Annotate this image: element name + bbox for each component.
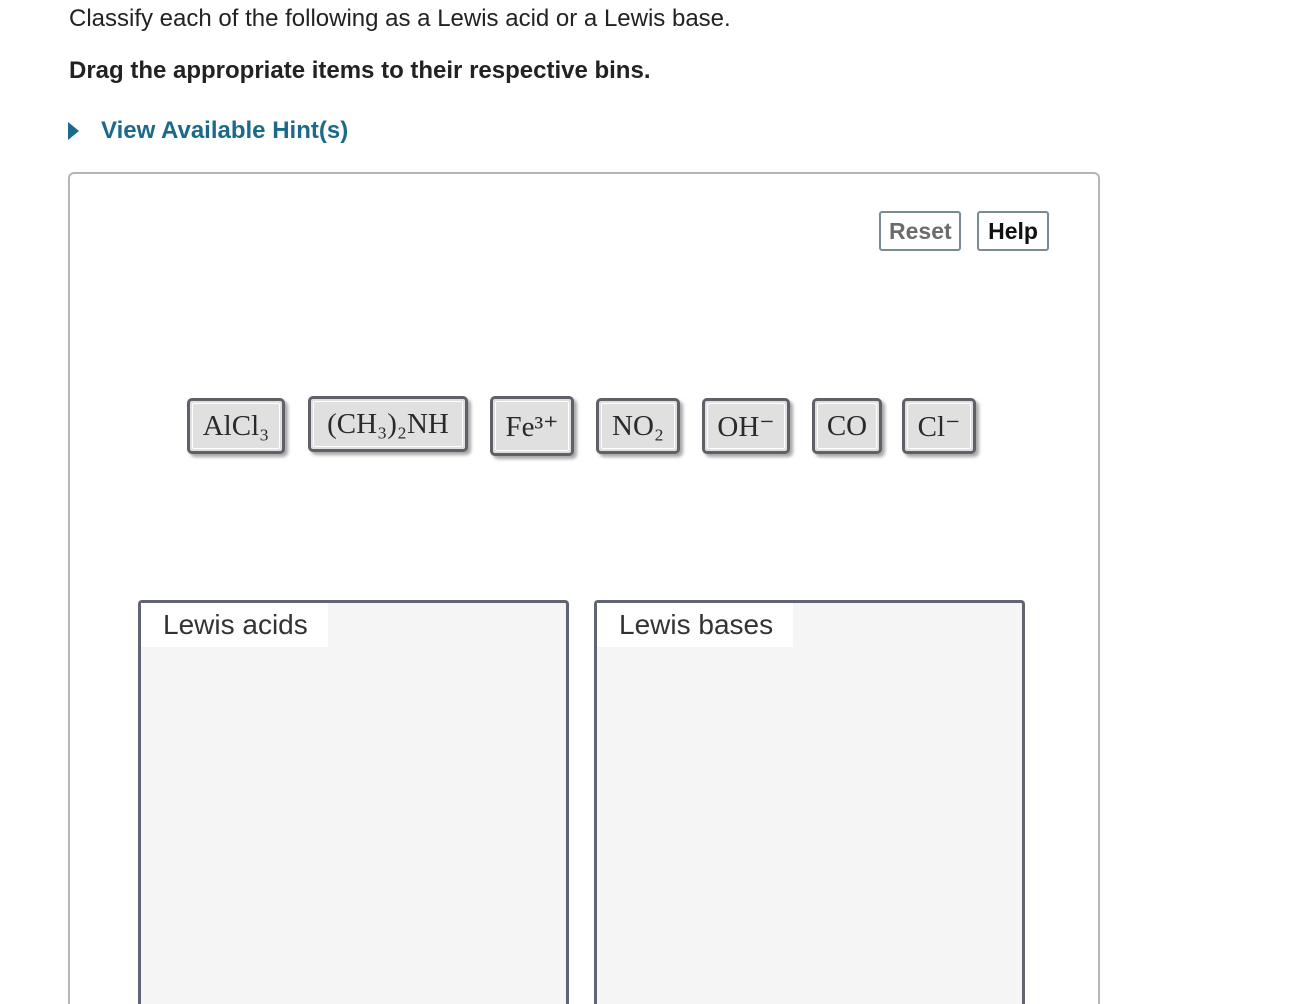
bin-lewis-bases[interactable] — [594, 600, 1025, 1004]
draggable-token-cl-minus[interactable] — [902, 398, 976, 454]
reset-button[interactable]: Reset — [879, 211, 961, 251]
draggable-token-alcl3[interactable] — [187, 398, 285, 454]
bin-label-lewis-acids: Lewis acids — [141, 603, 328, 647]
view-hints-link[interactable] — [68, 116, 348, 146]
token-label: (CH₃)₂NH — [327, 407, 449, 440]
caret-right-icon[interactable] — [68, 122, 79, 140]
draggable-token-oh-minus[interactable] — [702, 398, 790, 454]
token-label: CO — [826, 409, 868, 442]
bin-lewis-acids[interactable] — [138, 600, 569, 1004]
question-instructions: Classify each of the following as a Lewis acid or a Lewis base. — [69, 5, 731, 32]
bin-label-lewis-bases: Lewis bases — [597, 603, 793, 647]
view-hints-label[interactable]: View Available Hint(s) — [101, 117, 349, 144]
drag-drop-workspace — [68, 172, 1100, 1004]
token-label: OH⁻ — [717, 410, 775, 443]
token-label: Cl⁻ — [917, 410, 961, 443]
token-label: AlCl₃ — [202, 409, 270, 442]
token-label: NO₂ — [612, 409, 664, 442]
draggable-token-ch3-2nh[interactable] — [308, 396, 468, 452]
draggable-token-no2[interactable] — [596, 398, 680, 454]
draggable-token-fe3plus[interactable] — [490, 396, 574, 456]
token-label: Fe³⁺ — [505, 410, 559, 443]
question-directive: Drag the appropriate items to their respective bins. — [69, 57, 651, 84]
draggable-token-co[interactable] — [812, 398, 882, 454]
help-button[interactable]: Help — [977, 211, 1049, 251]
